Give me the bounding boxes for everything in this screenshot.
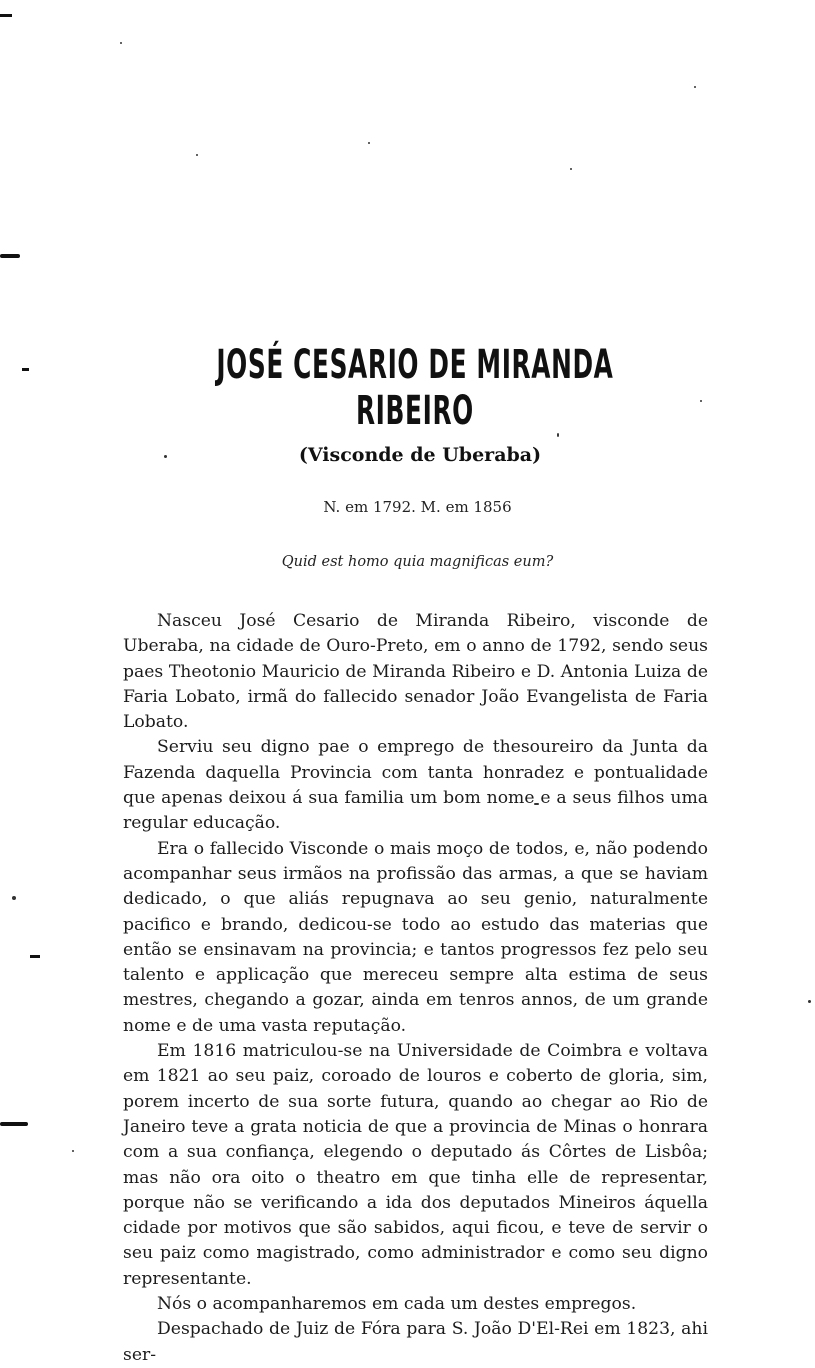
scan-speck <box>694 86 696 88</box>
scan-edge-mark <box>0 254 20 258</box>
scan-speck <box>196 154 198 156</box>
paragraph: Despachado de Juiz de Fóra para S. João D'El-Rei em 1823, ahi ser- <box>123 1319 708 1365</box>
page-subtitle: (Visconde de Uberaba) <box>298 444 542 466</box>
body-text <box>123 609 708 1368</box>
scan-speck <box>12 896 16 900</box>
scan-speck <box>72 1150 74 1152</box>
scan-speck <box>700 400 702 402</box>
page-title: JOSÉ CESARIO DE MIRANDA RIBEIRO <box>216 342 614 434</box>
birth-death-dates: N. em 1792. M. em 1856 <box>323 498 512 516</box>
scan-speck <box>120 42 122 44</box>
paragraph: Em 1816 matriculou-se na Universidade de Coimbra e voltava em 1821 ao seu paiz, coroado de louros e coberto de gloria, sim, porem incerto de sua sorte futura, quando ao chegar ao Rio de Janeiro teve a grata noticia de que a provincia de Minas o honrara com a sua confiança, elegendo o deputado ás Côrtes de Lisbôa; mas não ora oito o theatro em que tinha elle de representar, porque não se verificando a ida dos deputados Mineiros áquella cidade por motivos que são sabidos, aqui ficou, e teve de servir o seu paiz como magistrado, como administrador e como seu digno representante. <box>123 1041 708 1289</box>
scan-edge-mark <box>30 955 40 958</box>
scan-speck <box>368 142 370 144</box>
paragraph: Nós o acompanharemos em cada um destes empregos. <box>157 1294 637 1315</box>
paragraph: Nasceu José Cesario de Miranda Ribeiro, visconde de Uberaba, na cidade de Ouro-Preto, em o anno de 1792, sendo seus paes Theotonio Mauricio de Miranda Ribeiro e D. Antonia Luiza de Faria Lobato, irmã do fallecido senador João Evangelista de Faria Lobato. <box>123 611 708 733</box>
epigraph: Quid est homo quia magnificas eum? <box>281 554 554 570</box>
scan-speck <box>808 1000 811 1003</box>
scan-speck <box>570 168 572 170</box>
paragraph: Era o fallecido Visconde o mais moço de todos, e, não podendo acompanhar seus irmãos na profissão das armas, a que se haviam dedicado, o que aliás repugnava ao seu genio, naturalmente pacifico e brando, dedicou-se todo ao estudo das materias que então se ensinavam na provincia; e tantos progressos fez pelo seu talento e applicação que mereceu sempre alta estima de seus mestres, chegando a gozar, ainda em tenros annos, de um grande nome e de uma vasta reputação. <box>123 838 708 1036</box>
scan-edge-mark <box>0 1122 28 1126</box>
scan-edge-mark <box>22 368 29 371</box>
scan-edge-mark <box>0 14 12 17</box>
paragraph: Serviu seu digno pae o emprego de thesoureiro da Junta da Fazenda daquella Provincia com tanta honradez e pontualidade que apenas deixou á sua familia um bom nome e a seus filhos uma regular educação. <box>123 737 708 834</box>
